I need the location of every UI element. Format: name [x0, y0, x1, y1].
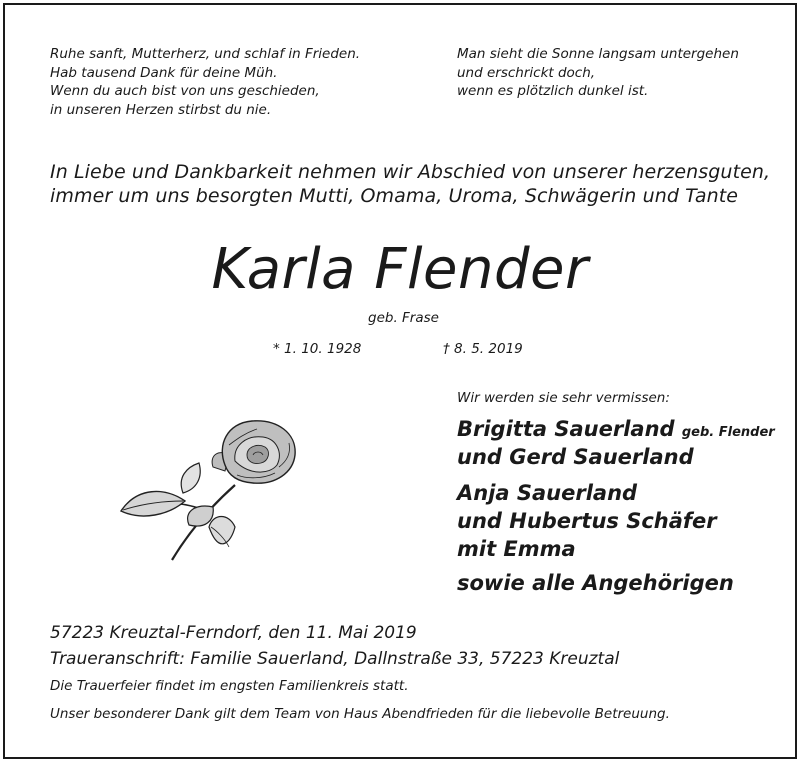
- birth-name: geb. Frase: [368, 310, 439, 326]
- mourner-relatives: sowie alle Angehörigen: [457, 571, 734, 595]
- mourner-gerd: und Gerd Sauerland: [457, 445, 694, 469]
- poem-left: [50, 45, 360, 119]
- obituary-notice: [3, 3, 797, 759]
- intro-text: [50, 160, 770, 208]
- poem-left-line: Hab tausend Dank für deine Müh.: [50, 64, 278, 81]
- thanks-note: Unser besonderer Dank gilt dem Team von Haus Abendfrieden für die liebevolle Betreuung.: [50, 706, 670, 722]
- rose-icon: [117, 415, 307, 565]
- mourner-name: Brigitta Sauerland: [457, 417, 675, 441]
- birth-date: * 1. 10. 1928: [273, 341, 362, 357]
- mourning-address: Traueranschrift: Familie Sauerland, Dallnstraße 33, 57223 Kreuztal: [50, 649, 620, 669]
- deceased-name: Karla Flender: [211, 237, 589, 302]
- poem-left-line: Wenn du auch bist von uns geschieden,: [50, 83, 320, 99]
- poem-right-line: und erschrickt doch,: [457, 64, 596, 81]
- mourners-heading: Wir werden sie sehr vermissen:: [457, 390, 670, 406]
- mourner-hubertus: und Hubertus Schäfer: [457, 509, 717, 533]
- death-date: † 8. 5. 2019: [443, 341, 523, 357]
- poem-right-line: wenn es plötzlich dunkel ist.: [457, 83, 649, 99]
- ceremony-note: Die Trauerfeier findet im engsten Familienkreis statt.: [50, 678, 409, 694]
- mourner-birth-name: geb. Flender: [681, 425, 775, 440]
- place-date: 57223 Kreuztal-Ferndorf, den 11. Mai 2019: [50, 623, 417, 643]
- poem-left-line: Ruhe sanft, Mutterherz, und schlaf in Frieden.: [50, 46, 361, 62]
- mourner-anja: Anja Sauerland: [457, 481, 638, 505]
- poem-right-line: Man sieht die Sonne langsam untergehen: [457, 46, 739, 62]
- poem-right: [457, 45, 739, 101]
- poem-left-line: in unseren Herzen stirbst du nie.: [50, 101, 272, 118]
- mourner-emma: mit Emma: [457, 537, 576, 561]
- intro-line: immer um uns besorgten Mutti, Omama, Uroma, Schwägerin und Tante: [50, 185, 739, 207]
- intro-line: In Liebe und Dankbarkeit nehmen wir Abschied von unserer herzensguten,: [50, 161, 771, 183]
